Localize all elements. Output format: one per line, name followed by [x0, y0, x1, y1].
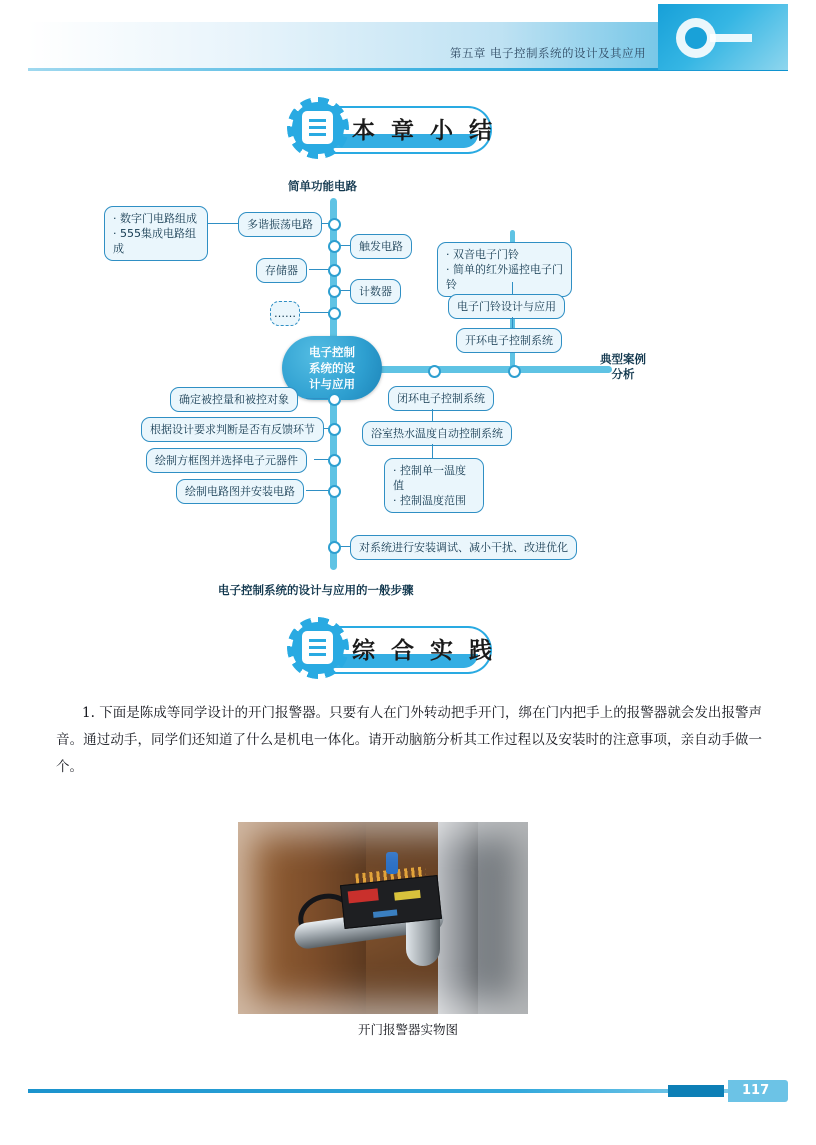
node-trigger-circuit: 触发电路	[350, 234, 412, 259]
paragraph-text: 1. 下面是陈成等同学设计的开门报警器。只要有人在门外转动把手开门，绑在门内把手上的报警器就会发出报警声音。通过动手，同学们还知道了什么是机电一体化。请开动脑筋分析其工作过程以及安装时的注意事项，亲自动手做一个。	[56, 705, 762, 775]
node-open-loop-system: 开环电子控制系统	[456, 328, 562, 353]
trunk-dot	[328, 307, 341, 320]
node-doorbell-design: 电子门铃设计与应用	[448, 294, 565, 319]
connector	[299, 312, 331, 313]
gear-tools-icon	[290, 620, 346, 676]
node-bath-water-system: 浴室热水温度自动控制系统	[362, 421, 512, 446]
banner-summary-label: 本 章 小 结	[352, 118, 497, 144]
mindmap-bottom-caption: 电子控制系统的设计与应用的一般步骤	[218, 583, 414, 597]
node-ellipsis: ……	[270, 301, 300, 326]
connector	[207, 223, 239, 224]
gear-inner-tools	[302, 631, 333, 664]
footer-block	[668, 1085, 724, 1097]
node-step-2: 根据设计要求判断是否有反馈环节	[141, 417, 324, 442]
chapter-title: 第五章 电子控制系统的设计及其应用	[449, 46, 646, 60]
trunk-dot	[328, 423, 341, 436]
trunk-dot	[328, 240, 341, 253]
node-step-4: 绘制电路图并安装电路	[176, 479, 304, 504]
node-closed-loop-system: 闭环电子控制系统	[388, 386, 494, 411]
logo-bar-shape	[710, 34, 752, 42]
trunk-dot	[508, 365, 521, 378]
section-banner-summary	[290, 100, 497, 158]
trunk-dot	[328, 485, 341, 498]
trunk-dot	[328, 264, 341, 277]
node-oscillator-components: · 数字门电路组成 · 555集成电路组成	[104, 206, 208, 261]
node-step-1: 确定被控量和被控对象	[170, 387, 298, 412]
page-header	[0, 0, 816, 78]
node-temperature-control: · 控制单一温度值 · 控制温度范围	[384, 458, 484, 513]
photo-vignette	[238, 822, 528, 1014]
trunk-dot	[328, 218, 341, 231]
node-multivibrator: 多谐振荡电路	[238, 212, 322, 237]
mindmap-center-node: 电子控制 系统的设 计与应用	[282, 336, 382, 400]
body-paragraph	[56, 700, 762, 781]
gear-inner-book	[302, 111, 333, 144]
page-number: 117	[742, 1083, 770, 1098]
trunk-dot	[328, 393, 341, 406]
trunk-dot	[328, 285, 341, 298]
connector	[432, 444, 433, 458]
trunk-dot	[428, 365, 441, 378]
mindmap	[0, 170, 816, 600]
node-step-3: 绘制方框图并选择电子元器件	[146, 448, 307, 473]
footer-rule	[28, 1089, 728, 1093]
node-step-5: 对系统进行安装调试、减小干扰、改进优化	[350, 535, 577, 560]
gear-book-icon	[290, 100, 346, 156]
trunk-dot	[328, 541, 341, 554]
mindmap-top-caption: 简单功能电路	[288, 179, 357, 193]
section-banner-practice	[290, 620, 497, 678]
node-memory: 存储器	[256, 258, 307, 283]
photo-caption: 开门报警器实物图	[357, 1022, 458, 1037]
mindmap-right-label: 典型案例 分析	[600, 352, 646, 381]
banner-practice-label: 综 合 实 践	[352, 638, 497, 664]
door-alarm-photo	[238, 822, 528, 1014]
node-doorbell-examples: · 双音电子门铃 · 简单的红外遥控电子门铃	[437, 242, 572, 297]
gear-logo-icon	[658, 4, 788, 70]
node-counter: 计数器	[350, 279, 401, 304]
trunk-dot	[328, 454, 341, 467]
